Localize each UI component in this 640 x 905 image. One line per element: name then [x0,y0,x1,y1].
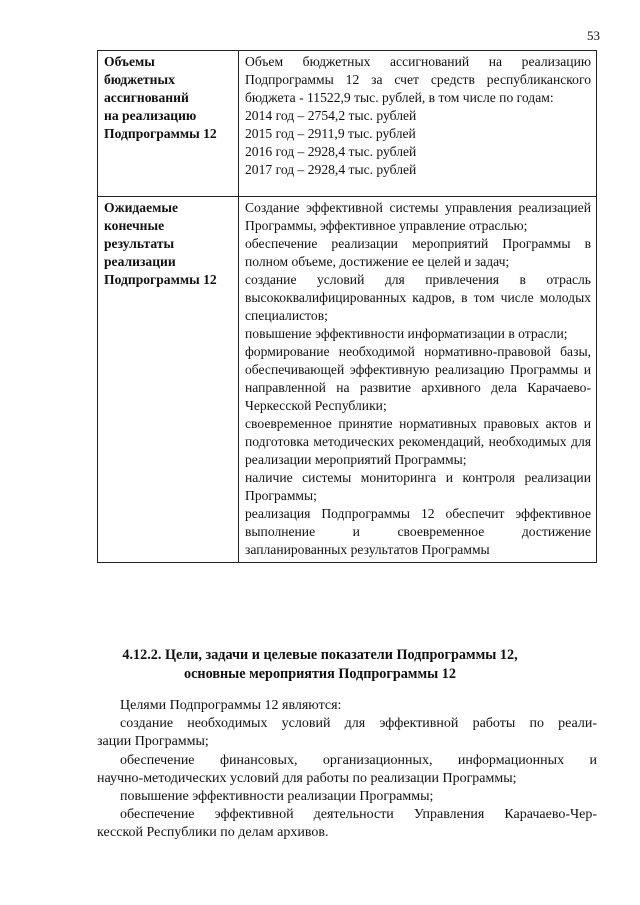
label-line: ассигнований [104,90,189,105]
section-title-line: основные мероприятия Подпрограммы 12 [184,666,456,682]
goal-item-continuation: научно-методических условий для работы по реализации Программы; [97,770,517,786]
label-line: Подпрограммы 12 [104,272,217,287]
label-line: результаты [104,236,175,251]
result-item: формирование необходимой нормативно-правовой базы, обеспечивающей эффективную реализацию Программы и направленной на развитие архивного дела Карачаево-Черкесской Республики; [245,344,591,413]
budget-year-2017: 2017 год – 2928,4 тыс. рублей [245,162,417,177]
goals-intro: Целями Подпрограммы 12 являются: [120,698,342,713]
goal-item-continuation: кесской Республики по делам архивов. [97,825,329,841]
goal-item-first-line: обеспечение эффективной деятельности Управления Карачаево-Чер- [120,807,597,823]
result-item: создание условий для привлечения в отрасль высококвалифицированных кадров, в том числе молодых специалистов; [245,272,591,323]
table-row-results [98,197,597,563]
page-number: 53 [587,28,600,43]
label-line: на реализацию [104,108,197,123]
section-title-line: 4.12.2. Цели, задачи и целевые показатели Подпрограммы 12, [122,647,518,663]
goal-item-continuation: зации Программы; [97,734,209,750]
row-label-budget [98,51,239,197]
result-item: обеспечение реализации мероприятий Программы в полном объеме, достижение ее целей и задач; [245,236,591,269]
row-content-results [239,197,597,563]
result-item: Создание эффективной системы управления реализацией Программы, эффективное управление отраслью; [245,200,591,233]
goal-item-first-line: обеспечение финансовых, организационных, информационных и [120,752,597,768]
subprogram-passport-table [97,50,597,563]
result-item: своевременное принятие нормативных правовых актов и подготовка методических рекомендаций, необходимых для реализации мероприятий Программы; [245,416,591,467]
row-content-budget [239,51,597,197]
row-label-results [98,197,239,563]
budget-year-2016: 2016 год – 2928,4 тыс. рублей [245,144,417,159]
budget-year-2015: 2015 год – 2911,9 тыс. рублей [245,126,416,141]
result-item: повышение эффективности информатизации в отрасли; [245,326,568,341]
budget-total-text: Объем бюджетных ассигнований на реализацию Подпрограммы 12 за счет средств республиканского бюджета - 11522,9 тыс. рублей, в том числе по годам: [245,54,591,105]
label-line: реализации [104,254,176,269]
budget-year-2014: 2014 год – 2754,2 тыс. рублей [245,108,417,123]
goal-item-first-line: повышение эффективности реализации Программы; [120,789,434,805]
result-item: реализация Подпрограммы 12 обеспечит эффективное выполнение и своевременное достижение запланированных результатов Программы [245,506,591,557]
result-item: наличие системы мониторинга и контроля реализации Программы; [245,470,591,503]
label-line: бюджетных [104,72,175,87]
label-line: Объемы [104,54,155,69]
section-title [0,646,640,684]
table-row-budget [98,51,597,197]
label-line: Ожидаемые [104,200,179,215]
goals-text [97,697,597,843]
label-line: Подпрограммы 12 [104,126,217,141]
goal-item-first-line: создание необходимых условий для эффективной работы по реали- [120,716,597,732]
label-line: конечные [104,218,165,233]
